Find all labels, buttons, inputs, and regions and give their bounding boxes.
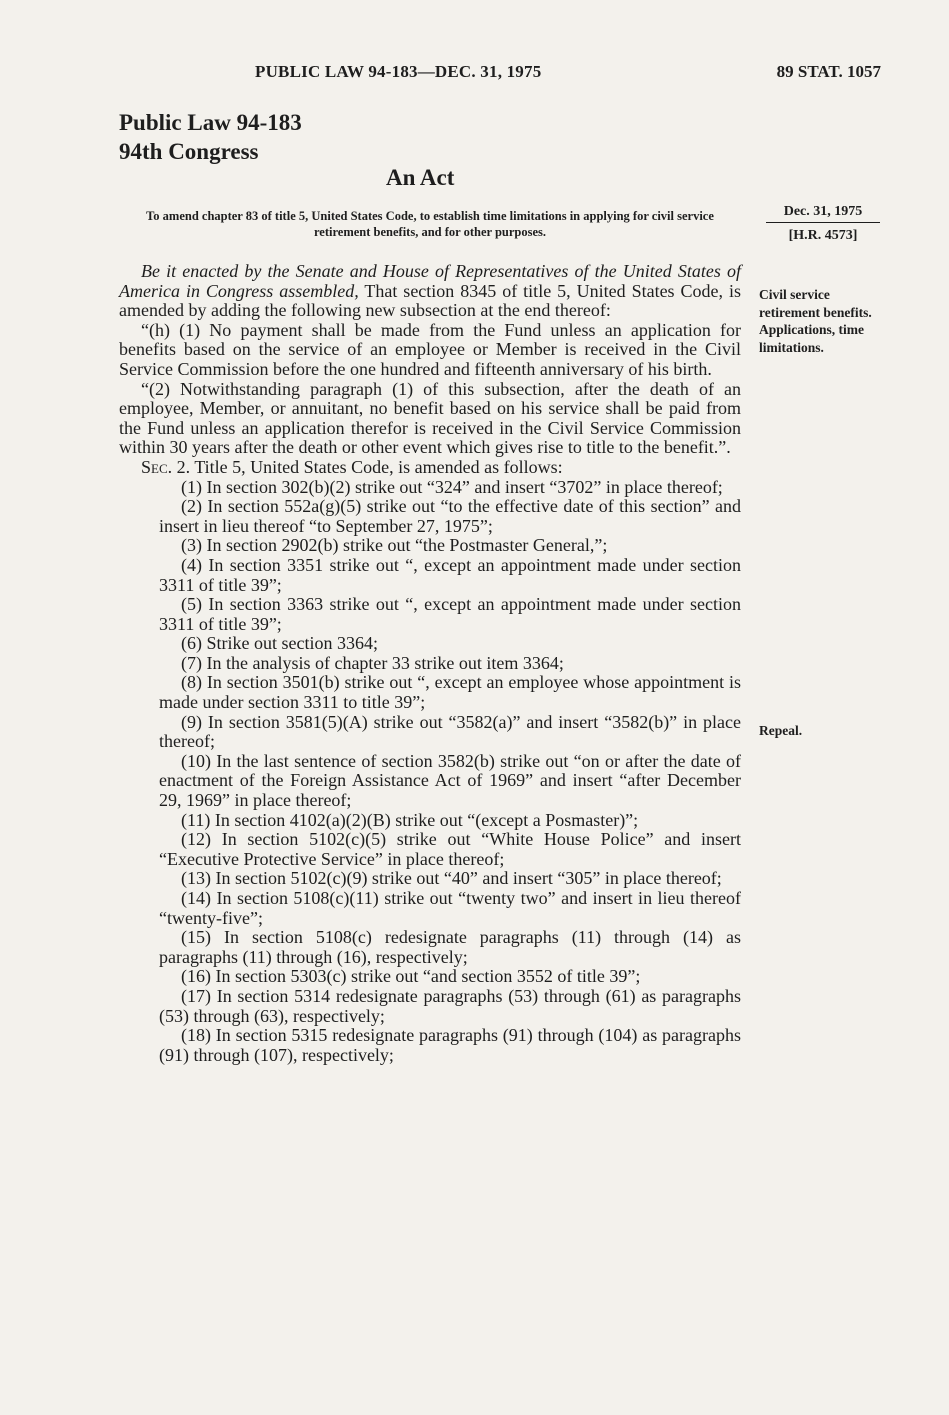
amendment-item: (8) In section 3501(b) strike out “, except an employee whose appointment is made under section 3311 to title 39”;: [159, 672, 741, 713]
amendment-item: (15) In section 5108(c) redesignate paragraphs (11) through (14) as paragraphs (11) through (16), respectively;: [159, 927, 741, 967]
act-body: [119, 262, 741, 1065]
date-box: [766, 204, 880, 244]
statute-reference: 89 STAT. 1057: [776, 62, 881, 81]
amendment-item: (7) In the analysis of chapter 33 strike out item 3364;: [181, 652, 564, 673]
bill-number: [H.R. 4573]: [788, 228, 858, 243]
amendment-item: (9) In section 3581(5)(A) strike out “3582(a)” and insert “3582(b)” in place thereof;: [159, 711, 741, 752]
purpose-statement: To amend chapter 83 of title 5, United States Code, to establish time limitations in applying for civil service retirement benefits, and for other purposes.: [146, 209, 714, 239]
amendment-item: (5) In section 3363 strike out “, except an appointment made under section 3311 of title 39”;: [159, 594, 741, 634]
amendment-item: (4) In section 3351 strike out “, except an appointment made under section 3311 of title 39”;: [159, 554, 741, 595]
section-2-intro: [119, 458, 741, 478]
running-head: PUBLIC LAW 94-183—DEC. 31, 1975: [255, 62, 542, 81]
amendment-item: (11) In section 4102(a)(2)(B) strike out “(except a Posmaster)”;: [181, 809, 639, 830]
section-2-text: Title 5, United States Code, is amended as follows:: [194, 456, 563, 477]
paragraph-h1: “(h) (1) No payment shall be made from the Fund unless an application for benefits based on the service of an employee or Member is received in the Civil Service Commission before the one hundred and fifteenth anniversary of his birth.: [119, 319, 741, 379]
enacting-clause-italic: Be it enacted by the Senate and House of Representatives of the United States of America in Congress assembled,: [119, 261, 741, 301]
amendment-item: (2) In section 552a(g)(5) strike out “to the effective date of this section” and insert in lieu thereof “to September 27, 1975”;: [159, 496, 741, 536]
enactment-date: Dec. 31, 1975: [766, 204, 880, 223]
enacting-clause-text: That section 8345 of title 5, United States Code, is amended by adding the following new subsection at the end thereof:: [119, 280, 741, 321]
amendment-item: (12) In section 5102(c)(5) strike out “White House Police” and insert “Executive Protective Service” in place thereof;: [159, 829, 741, 869]
amendment-item: (17) In section 5314 redesignate paragraphs (53) through (61) as paragraphs (53) through (63), respectively;: [159, 985, 741, 1026]
enacting-clause: [119, 262, 741, 321]
amendment-item: (10) In the last sentence of section 3582(b) strike out “on or after the date of enactment of the Foreign Assistance Act of 1969” and insert “after December 29, 1969” in place thereof;: [159, 750, 741, 811]
congress: 94th Congress: [119, 139, 259, 164]
paragraph-h2: “(2) Notwithstanding paragraph (1) of this subsection, after the death of an employee, Member, or annuitant, no benefit based on his service shall be paid from the Fund unless an application therefor is received in the Civil Service Commission within 30 years after the death or other event which gives rise to title to the benefit.”.: [119, 378, 741, 458]
amendment-item: (13) In section 5102(c)(9) strike out “40” and insert “305” in place thereof;: [181, 868, 722, 889]
margin-note-repeal: Repeal.: [759, 723, 803, 738]
amendment-list: [119, 478, 741, 1066]
amendment-item: (6) Strike out section 3364;: [181, 633, 378, 654]
amendment-item: (3) In section 2902(b) strike out “the Postmaster General,”;: [181, 535, 608, 556]
amendment-item: (16) In section 5303(c) strike out “and section 3552 of title 39”;: [181, 966, 641, 987]
amendment-item: (14) In section 5108(c)(11) strike out “twenty two” and insert in lieu thereof “twenty-five”;: [159, 888, 741, 928]
amendment-item: (18) In section 5315 redesignate paragraphs (91) through (104) as paragraphs (91) through (107), respectively;: [159, 1025, 741, 1065]
margin-note-civil-service: Civil service retirement benefits. Applications, time limitations.: [759, 287, 872, 355]
law-number: Public Law 94-183: [119, 110, 302, 135]
amendment-item: (1) In section 302(b)(2) strike out “324” and insert “3702” in place thereof;: [181, 476, 723, 497]
section-2-label: Sec. 2.: [141, 456, 191, 477]
document-heading: An Act: [386, 165, 455, 190]
